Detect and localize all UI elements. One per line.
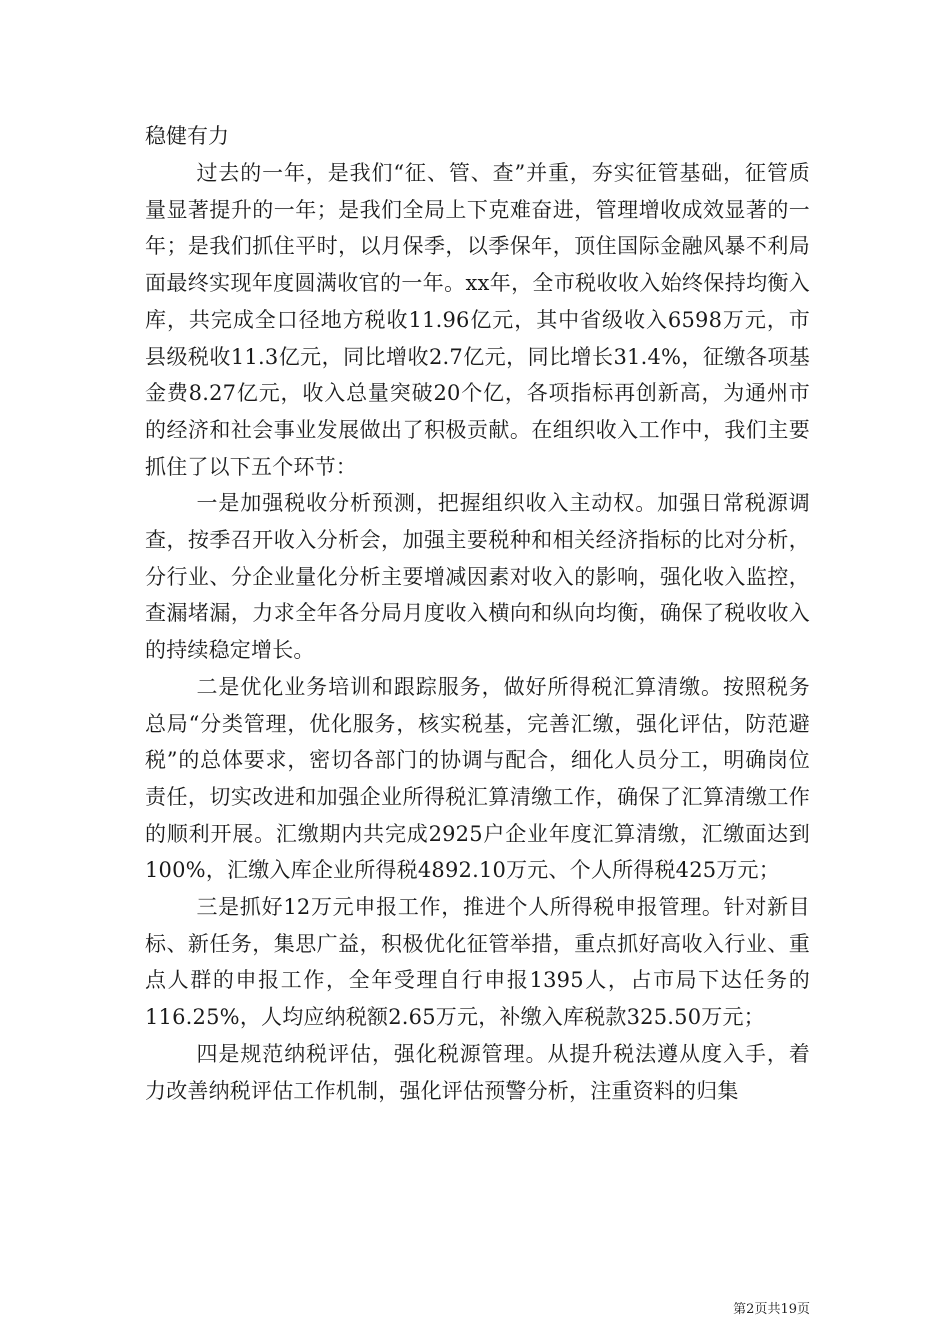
page-number: 第2页共19页 [733,1302,810,1317]
paragraph-overview: 过去的一年，是我们“征、管、查”并重，夯实征管基础，征管质量显著提升的一年；是我们全局上下克难奋进，管理增收成效显著的一年；是我们抓住平时，以月保季，以季保年，顶住国际金融风暴不利局面最终实现年度圆满收官的一年。xx年，全市税收收入始终保持均衡入库，共完成全口径地方税收11.96亿元，其中省级收入6598万元，市县级税收11.3亿元，同比增收2.7亿元，同比增长31.4%，征缴各项基金费8.27亿元，收入总量突破20个亿，各项指标再创新高，为通州市的经济和社会事业发展做出了积极贡献。在组织收入工作中，我们主要抓住了以下五个环节： [145,161,810,479]
section-heading: 稳健有力 [145,124,229,148]
paragraph-tax-assessment: 四是规范纳税评估，强化税源管理。从提升税法遵从度入手，着力改善纳税评估工作机制，强化评估预警分析，注重资料的归集 [145,1041,810,1103]
paragraph-income-tax-settlement: 二是优化业务培训和跟踪服务，做好所得税汇算清缴。按照税务总局“分类管理，优化服务，核实税基，完善汇缴，强化评估，防范避税”的总体要求，密切各部门的协调与配合，细化人员分工，明确岗位责任，切实改进和加强企业所得税汇算清缴工作，确保了汇算清缴工作的顺利开展。汇缴期内共完成2925户企业年度汇算清缴，汇缴面达到100%，汇缴入库企业所得税4892.10万元、个人所得税425万元； [145,674,810,883]
paragraph-personal-tax-declaration: 三是抓好12万元申报工作，推进个人所得税申报管理。针对新目标、新任务，集思广益，积极优化征管举措，重点抓好高收入行业、重点人群的申报工作，全年受理自行申报1395人，占市局下达任务的116.25%，人均应纳税额2.65万元，补缴入库税款325.50万元； [145,895,810,1030]
document-body [145,118,810,1109]
paragraph-tax-analysis: 一是加强税收分析预测，把握组织收入主动权。加强日常税源调查，按季召开收入分析会，加强主要税种和相关经济指标的比对分析，分行业、分企业量化分析主要增减因素对收入的影响，强化收入监控，查漏堵漏，力求全年各分局月度收入横向和纵向均衡，确保了税收收入的持续稳定增长。 [145,491,810,663]
